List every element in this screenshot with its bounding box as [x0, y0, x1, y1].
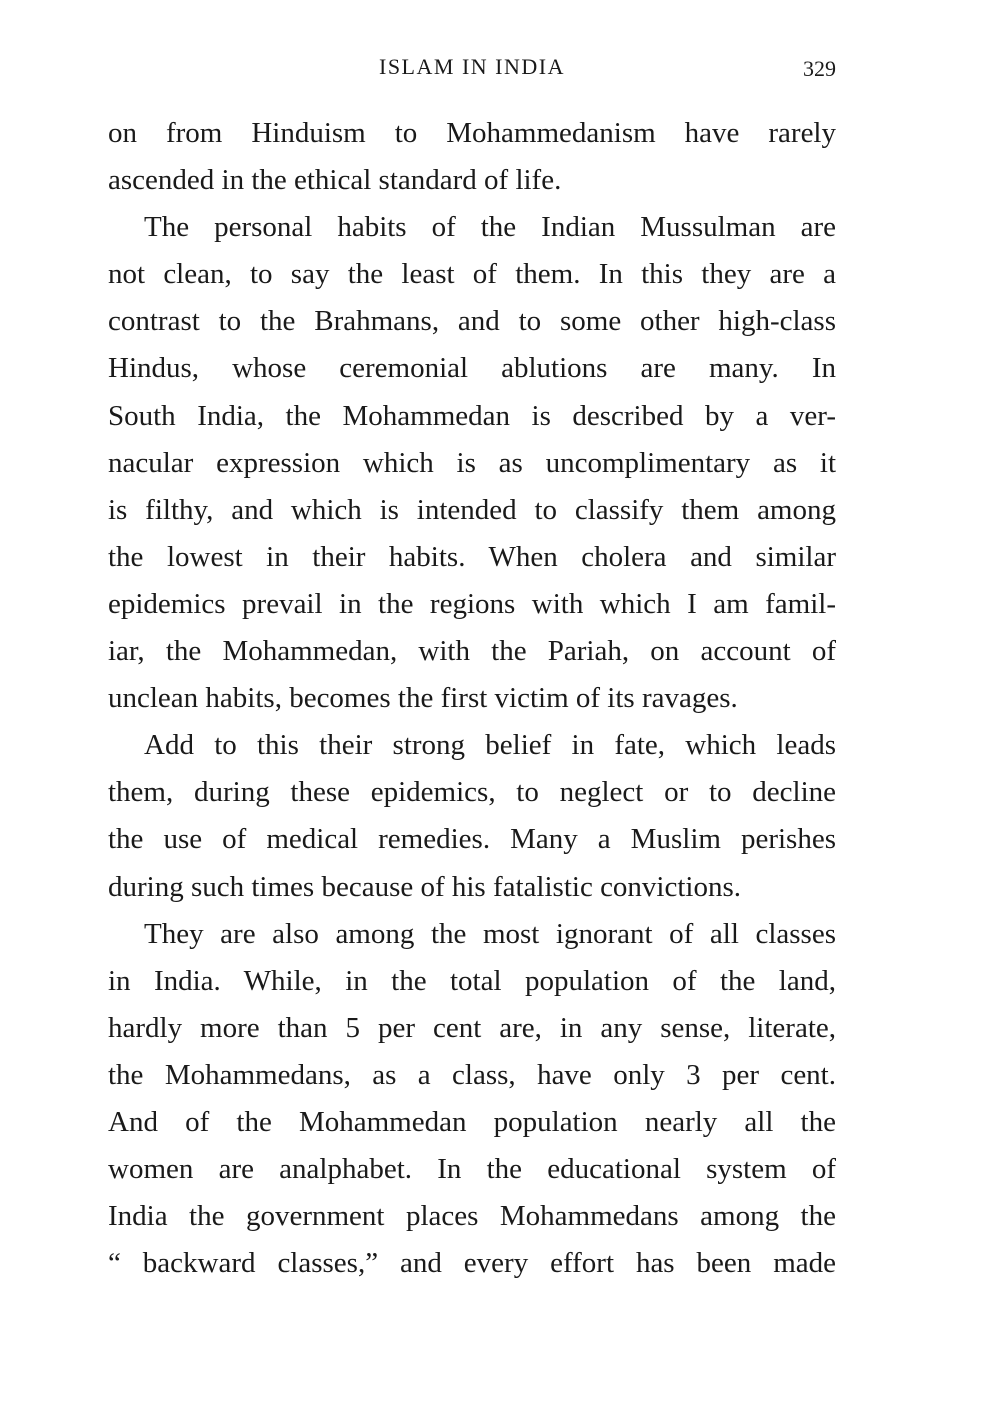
text-line: iar, the Mohammedan, with the Pariah, on account of: [108, 635, 836, 668]
text-line: hardly more than 5 per cent are, in any sense, literate,: [108, 1011, 836, 1044]
text-line: the use of medical remedies. Many a Muslim perishes: [108, 823, 836, 856]
text-line: on from Hinduism to Mohammedanism have rarely: [108, 117, 836, 149]
text-line: not clean, to say the least of them. In this they are a: [108, 258, 836, 291]
text-line: Add to this their strong belief in fate, which leads: [144, 729, 836, 762]
text-line: The personal habits of the Indian Mussulman are: [144, 211, 836, 244]
paragraph-1: [108, 110, 836, 204]
paragraph-4: [108, 911, 836, 1288]
text-line: epidemics prevail in the regions with which I am famil-: [108, 587, 836, 620]
text-line: the lowest in their habits. When cholera and similar: [108, 540, 836, 573]
text-line: Hindus, whose ceremonial ablutions are many. In: [108, 352, 836, 385]
text-line: the Mohammedans, as a class, have only 3 per cent.: [108, 1058, 836, 1091]
text-line: unclean habits, becomes the first victim of its ravages.: [108, 682, 738, 715]
text-line: is filthy, and which is intended to classify them among: [108, 493, 836, 526]
paragraph-2: [108, 204, 836, 722]
page-number: 329: [803, 56, 836, 81]
text-line: “ backward classes,” and every effort has been made: [108, 1247, 836, 1280]
text-line: during such times because of his fatalistic convictions.: [108, 870, 742, 903]
text-line: contrast to the Brahmans, and to some other high-class: [108, 305, 836, 338]
running-head: [108, 54, 836, 84]
text-line: in India. While, in the total population of the land,: [108, 964, 836, 997]
running-title: ISLAM IN INDIA: [379, 54, 565, 79]
text-line: South India, the Mohammedan is described by a ver-: [108, 399, 836, 432]
text-line: And of the Mohammedan population nearly all the: [108, 1105, 836, 1138]
text-line: India the government places Mohammedans among the: [108, 1200, 836, 1233]
text-line: nacular expression which is as uncomplimentary as it: [108, 446, 836, 479]
text-line: them, during these epidemics, to neglect or to decline: [108, 776, 836, 809]
text-line: They are also among the most ignorant of all classes: [144, 917, 836, 950]
body-text: [108, 110, 836, 1287]
paragraph-3: [108, 722, 836, 910]
text-line: ascended in the ethical standard of life.: [108, 164, 562, 197]
text-line: women are analphabet. In the educational system of: [108, 1153, 836, 1186]
